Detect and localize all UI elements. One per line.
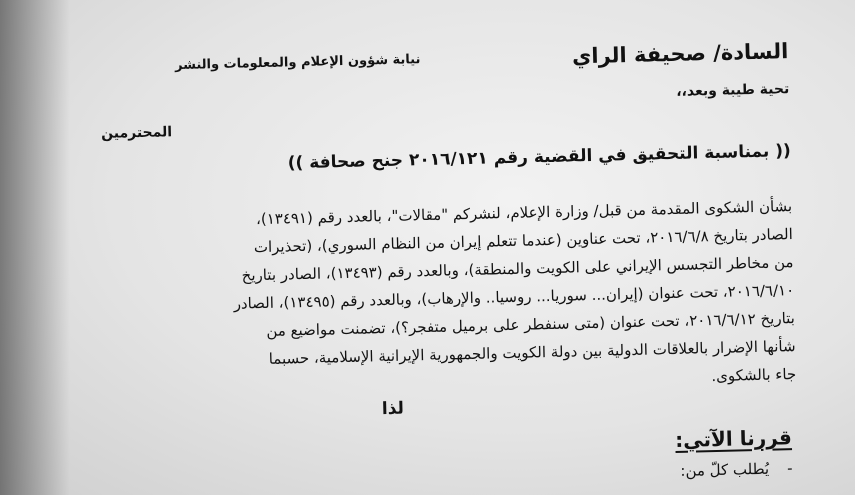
body-line-6: شأنها الإضرار بالعلاقات الدولية بين دولة الكويت والجمهورية الإيرانية الإسلامية، حسبما <box>268 337 796 368</box>
body-line-7: جاء بالشكوى. <box>711 365 797 386</box>
department-line: نيابة شؤون الإعلام والمعلومات والنشر <box>174 52 421 74</box>
body-line-2: الصادر بتاريخ ٢٠١٦/٦/٨، تحت عناوين (عندما تتعلم إيران من النظام السوري)، (تحذيرات <box>253 225 794 257</box>
bullet-item <box>680 459 793 480</box>
body-line-4: ٢٠١٦/٦/١٠، تحت عنوان (إيران... سوريا... روسيا.. والإرهاب)، وبالعدد رقم (١٣٤٩٥)، الصادر <box>233 281 795 313</box>
subject-line: (( بمناسبة التحقيق في القضية رقم ٢٠١٦/١٢١ جنح صحافة )) <box>287 141 791 174</box>
bullet-text: يُطلب كلّ من: <box>680 459 770 480</box>
greeting-line: تحية طيبة وبعد،، <box>676 81 790 100</box>
body-line-3: من مخاطر التجسس الإيراني على الكويت والمنطقة)، وبالعدد رقم (١٣٤٩٣)، الصادر بتاريخ <box>241 253 794 285</box>
body-line-1: بشأن الشكوى المقدمة من قبل/ وزارة الإعلام، لنشركم "مقالات"، بالعدد رقم (١٣٤٩١)، <box>255 197 793 229</box>
honorific-line: المحترمين <box>100 124 173 142</box>
therefore-heading: لذا <box>381 398 405 420</box>
decision-heading: قررنا الآتي: <box>674 425 793 453</box>
addressee-line: السادة/ صحيفة الراي <box>571 39 789 69</box>
bullet-dash: - <box>786 459 793 478</box>
body-line-5: بتاريخ ٢٠١٦/٦/١٢، تحت عنوان (متى سنفطر على برميل متفجر؟)، تضمنت مواضيع من <box>266 309 796 340</box>
